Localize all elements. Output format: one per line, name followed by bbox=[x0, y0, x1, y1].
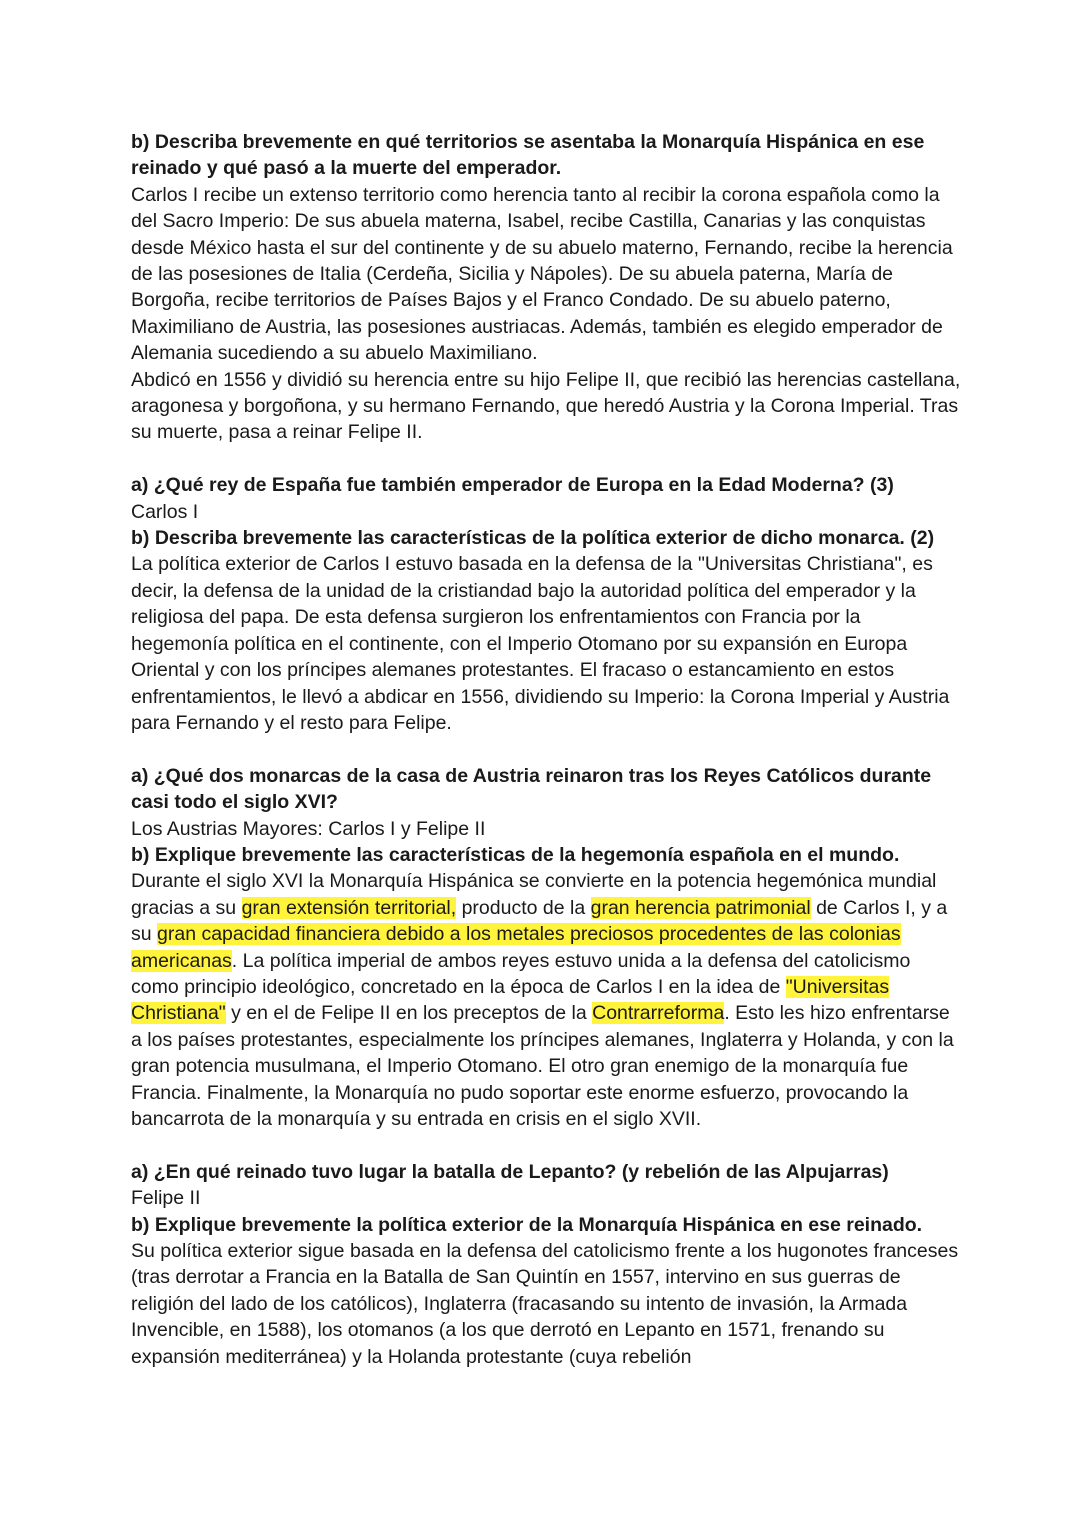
text-run: Durante el siglo XVI la Monarquía Hispánica se convierte en la potencia hegemónica mundial gracias a su bbox=[131, 870, 937, 919]
highlight-financial: gran capacidad financiera debido a los metales preciosos procedentes de las colonias americanas bbox=[131, 923, 901, 972]
spacer bbox=[131, 736, 961, 762]
text-run: . La política imperial de ambos reyes estuvo unida a la defensa del catolicismo como principio ideológico, concretado en la época de Carlos I en la idea de bbox=[131, 949, 911, 998]
highlight-patrimonial: gran herencia patrimonial bbox=[590, 896, 811, 919]
answer-hegemony bbox=[131, 868, 961, 1132]
answer-abdication: Abdicó en 1556 y dividió su herencia entre su hijo Felipe II, que recibió las herencias castellana, aragonesa y borgoñona, y su hermano Fernando, que heredó Austria y la Corona Imperial. Tras su muerte, pasa a reinar Felipe II. bbox=[131, 368, 961, 444]
highlight-territorial: gran extensión territorial, bbox=[241, 896, 457, 919]
text-run: . Esto les hizo enfrentarse a los países protestantes, especialmente los príncipes alemanes, Inglaterra y Holanda, y con la gran potencia musulmana, el Imperio Otomano. El otro gran enemigo de la monarquía fue Francia. Finalmente, la Monarquía no pudo soportar este enorme esfuerzo, provocando la bancarrota de la monarquía y su entrada en crisis en el siglo XVII. bbox=[131, 1002, 954, 1130]
question-a-emperor: a) ¿Qué rey de España fue también emperador de Europa en la Edad Moderna? (3) bbox=[131, 474, 894, 497]
highlight-contrarreforma: Contrarreforma bbox=[592, 1002, 725, 1025]
spacer bbox=[131, 1132, 961, 1158]
answer-lepanto: Felipe II bbox=[131, 1187, 201, 1210]
spacer bbox=[131, 446, 961, 472]
answer-foreign-policy: La política exterior de Carlos I estuvo basada en la defensa de la "Universitas Christiana", es decir, la defensa de la unidad de la cristiandad bajo la autoridad política del emperador y la religiosa del papa. De esta defensa surgieron los enfrentamientos con Francia por la hegemonía política en el continente, con el Imperio Otomano por su expansión en Europa Oriental y con los príncipes alemanes protestantes. El fracaso o estancamiento en estos enfrentamientos, le llevó a abdicar en 1556, dividiendo su Imperio: la Corona Imperial y Austria para Fernando y el resto para Felipe. bbox=[131, 553, 950, 734]
highlight-universitas: "Universitas Christiana" bbox=[131, 975, 890, 1025]
question-b-felipe-policy: b) Explique brevemente la política exterior de la Monarquía Hispánica en ese reinado. bbox=[131, 1213, 923, 1236]
question-a-monarchs: a) ¿Qué dos monarcas de la casa de Austria reinaron tras los Reyes Católicos durante casi todo el siglo XVI? bbox=[131, 764, 932, 814]
text-run: producto de la bbox=[456, 896, 591, 919]
question-b-foreign-policy: b) Describa brevemente las características de la política exterior de dicho monarca. (2) bbox=[131, 527, 935, 550]
document-page bbox=[131, 129, 961, 1370]
answer-emperor: Carlos I bbox=[131, 500, 199, 523]
question-b-territories: b) Describa brevemente en qué territorios se asentaba la Monarquía Hispánica en ese reinado y qué pasó a la muerte del emperador. bbox=[131, 131, 925, 180]
question-b-hegemony: b) Explique brevemente las características de la hegemonía española en el mundo. bbox=[131, 843, 900, 866]
text-run: de Carlos I, y a su bbox=[131, 896, 948, 946]
answer-felipe-policy: Su política exterior sigue basada en la defensa del catolicismo frente a los hugonotes franceses (tras derrotar a Francia en la Batalla de San Quintín en 1557, intervino en sus guerras de religión del lado de los católicos), Inglaterra (fracasando su intento de invasión, la Armada Invencible, en 1588), los otomanos (a los que derrotó en Lepanto en 1571, frenando su expansión mediterránea) y la Holanda protestante (cuya rebelión bbox=[131, 1240, 959, 1368]
answer-territories: Carlos I recibe un extenso territorio como herencia tanto al recibir la corona española como la del Sacro Imperio: De sus abuela materna, Isabel, recibe Castilla, Canarias y las conquistas desde México hasta el sur del continente y de su abuelo materno, Fernando, recibe la herencia de las posesiones de Italia (Cerdeña, Sicilia y Nápoles). De su abuela paterna, María de Borgoña, recibe territorios de Países Bajos y el Franco Condado. De su abuelo paterno, Maximiliano de Austria, las posesiones austriacas. Además, también es elegido emperador de Alemania sucediendo a su abuelo Maximiliano. bbox=[131, 183, 953, 365]
question-a-lepanto: a) ¿En qué reinado tuvo lugar la batalla de Lepanto? (y rebelión de las Alpujarras) bbox=[131, 1160, 889, 1183]
answer-monarchs: Los Austrias Mayores: Carlos I y Felipe II bbox=[131, 817, 486, 840]
text-run: y en el de Felipe II en los preceptos de la bbox=[225, 1002, 593, 1025]
